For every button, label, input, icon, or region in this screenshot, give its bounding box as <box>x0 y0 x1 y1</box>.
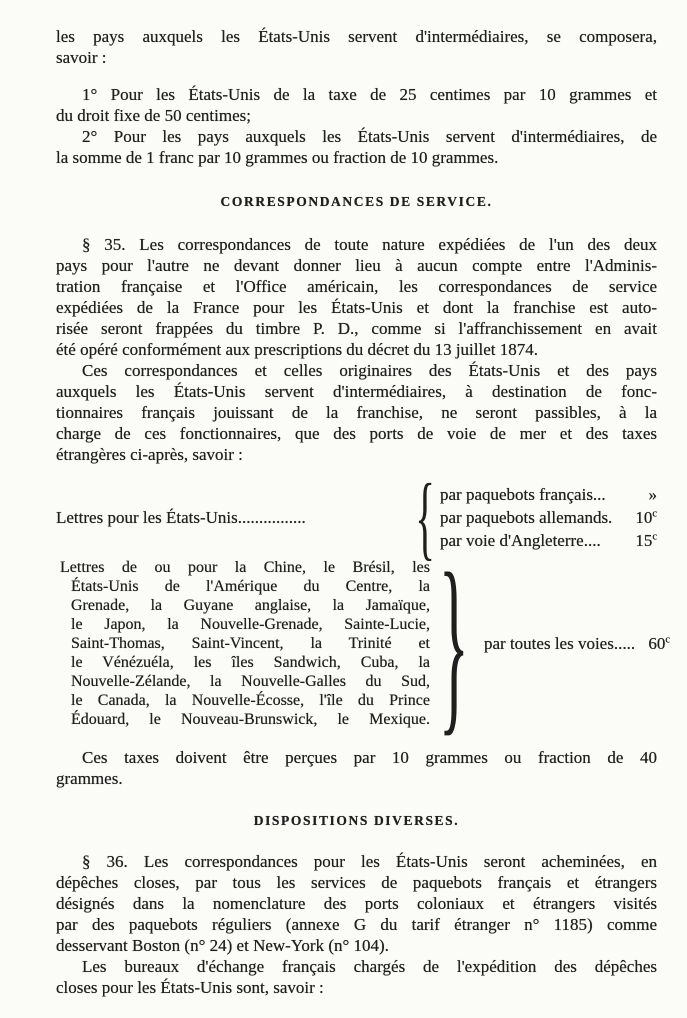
text-line: § 36. Les correspondances pour les États-Unis seront acheminées, en <box>82 852 657 871</box>
text-line: désignés dans la nomenclature des ports coloniaux et étrangers visités <box>56 894 657 913</box>
rate-row <box>440 483 657 506</box>
route-label: par voie d'Angleterre.... <box>440 530 601 550</box>
rate-row <box>484 633 670 654</box>
text-line: tration française et l'Office américain, les correspondances de service <box>56 277 657 296</box>
text-line: tionnaires français jouissant de la franchise, ne seront passibles, à la <box>56 403 657 422</box>
text-line: Lettres de ou pour la Chine, le Brésil, les <box>60 559 430 576</box>
paragraph-taxes <box>56 747 657 789</box>
text-line: savoir : <box>56 48 107 67</box>
paragraph-36b <box>56 956 657 998</box>
text-line: 2° Pour les pays auxquels les États-Unis servent d'intermédiaires, de <box>82 127 657 146</box>
rate-value: 10$^c$ <box>635 507 657 527</box>
heading-dispositions-diverses: DISPOSITIONS DIVERSES. <box>253 813 460 828</box>
text-line: étrangères ci-après, savoir : <box>56 445 243 464</box>
country-list-block <box>56 558 430 729</box>
heading-correspondances-de-service: CORRESPONDANCES DE SERVICE. <box>220 194 493 209</box>
rate-value: 60$^c$ <box>648 634 670 653</box>
text-line: le Vénézuéla, les îles Sandwich, Cuba, la <box>71 654 430 671</box>
text-line: Nouvelle-Zélande, la Nouvelle-Galles du Sud, <box>71 673 430 690</box>
text-line: Les bureaux d'échange français chargés de l'expédition des dépêches <box>82 957 657 976</box>
text-line: Ces correspondances et celles originaires des États-Unis et des pays <box>82 361 657 380</box>
right-curly-brace: } <box>438 533 469 753</box>
route-label: par paquebots français... <box>440 484 606 504</box>
text-line: Ces taxes doivent être perçues par 10 grammes ou fraction de 40 <box>82 748 657 767</box>
route-label: par toutes les voies..... <box>484 634 636 653</box>
paragraph-35b <box>56 360 657 465</box>
text-line: desservant Boston (n° 24) et New-York (n° 104). <box>56 936 389 955</box>
text-line: pays pour l'autre ne devant donner lieu à aucun compte entre l'Adminis- <box>56 256 657 275</box>
route-label: par paquebots allemands. <box>440 507 613 527</box>
text-line: closes pour les États-Unis sont, savoir : <box>56 978 324 997</box>
text-line: par des paquebots réguliers (annexe G du tarif étranger n° 1185) comme <box>56 915 657 934</box>
rate-row <box>440 529 657 552</box>
paragraph-35 <box>56 234 657 360</box>
paragraph-intro <box>56 26 657 68</box>
rate-value: » <box>648 484 657 504</box>
text-line: Grenade, la Guyane anglaise, la Jamaïque, <box>71 597 430 614</box>
text-line: charge de ces fonctionnaires, que des ports de voie de mer et des taxes <box>56 424 657 443</box>
text-line: expédiées de la France pour les États-Unis et dont la franchise est auto- <box>56 298 657 317</box>
text-line: auxquels les États-Unis servent d'intermédiaires, à destination de fonc- <box>56 382 657 401</box>
text-line: la somme de 1 franc par 10 grammes ou fraction de 10 grammes. <box>56 148 499 167</box>
list-item-2 <box>56 126 657 168</box>
text-line: les pays auxquels les États-Unis servent d'intermédiaires, se composera, <box>56 27 657 46</box>
text-line: Édouard, le Nouveau-Brunswick, le Mexique. <box>71 711 430 728</box>
text-line: grammes. <box>56 769 123 788</box>
text-line: le Canada, la Nouvelle-Écosse, l'île du Prince <box>71 692 430 709</box>
paragraph-36 <box>56 851 657 956</box>
text-line: du droit fixe de 50 centimes; <box>56 106 251 125</box>
text-line: § 35. Les correspondances de toute nature expédiées de l'un des deux <box>82 235 657 254</box>
list-item-1 <box>56 84 657 126</box>
text-line: États-Unis de l'Amérique du Centre, la <box>71 578 430 595</box>
rate-row <box>440 506 657 529</box>
text-line: dépêches closes, par tous les services de paquebots français et étrangers <box>56 873 657 892</box>
left-curly-brace: { <box>415 464 436 570</box>
text-line: été opéré conformément aux prescriptions du décret du 13 juillet 1874. <box>56 340 538 359</box>
text-line: le Japon, la Nouvelle-Grenade, Sainte-Lucie, <box>71 616 430 633</box>
rate-value: 15$^c$ <box>635 530 657 550</box>
text-line: risée seront frappées du timbre P. D., comme si l'affranchissement en avait <box>56 319 657 338</box>
text-line: Saint-Thomas, Saint-Vincent, la Trinité et <box>71 635 430 652</box>
text-line: 1° Pour les États-Unis de la taxe de 25 centimes par 10 grammes et <box>82 85 657 104</box>
rate-table-label: Lettres pour les États-Unis................ <box>56 507 306 527</box>
